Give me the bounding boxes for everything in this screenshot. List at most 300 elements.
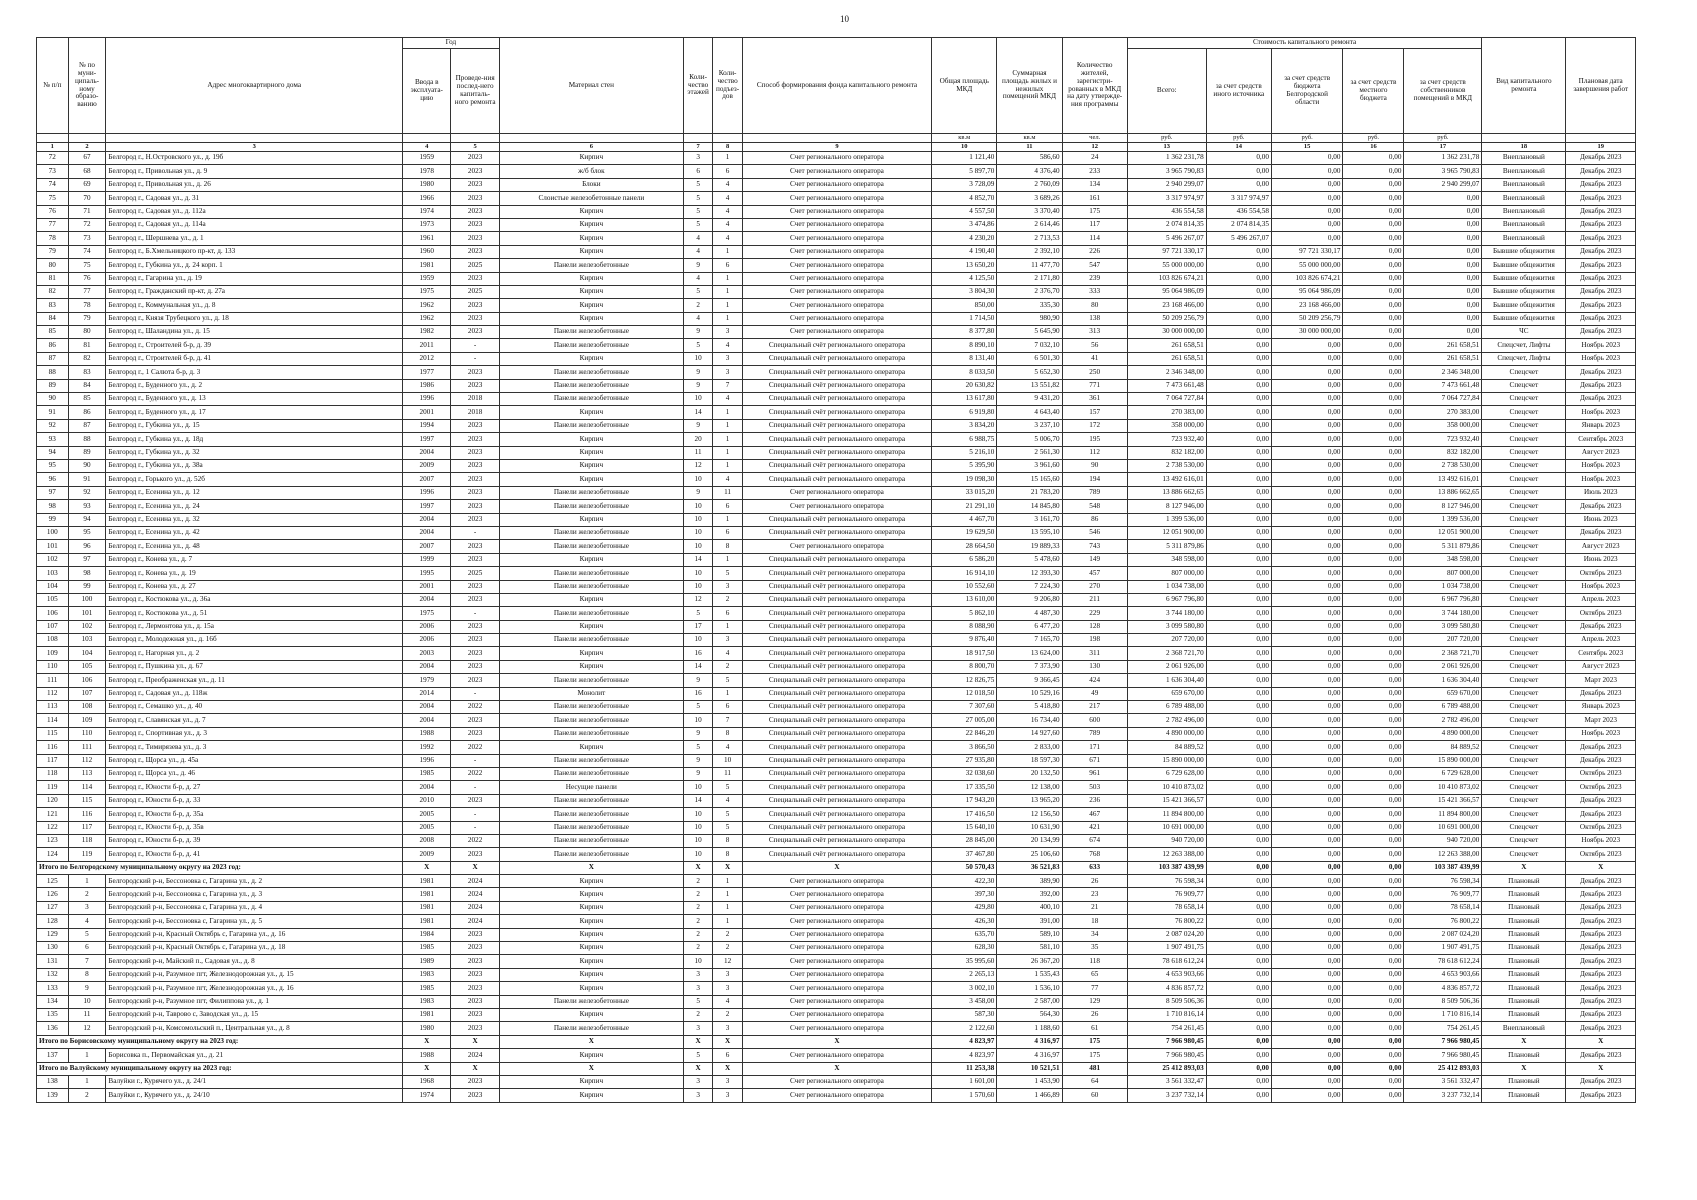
subtotal-label: Итого по Белгородскому муниципальному округу на 2023 год: bbox=[37, 861, 403, 874]
unit-cell: кв.м bbox=[932, 134, 997, 143]
table-cell: Белгород г., Конева ул., д. 7 bbox=[106, 553, 403, 566]
table-cell: 86 bbox=[68, 406, 106, 419]
table-cell: 82 bbox=[68, 352, 106, 365]
table-cell: Специальный счёт регионального оператора bbox=[742, 634, 931, 647]
table-cell: 0,00 bbox=[1206, 915, 1271, 928]
table-cell: 1960 bbox=[403, 245, 451, 258]
table-cell: 2 074 814,35 bbox=[1127, 218, 1206, 231]
table-cell: Белгород г., Молодежная ул., д. 16б bbox=[106, 634, 403, 647]
table-cell: 0,00 bbox=[1343, 647, 1404, 660]
table-cell: 754 261,45 bbox=[1127, 1022, 1206, 1035]
table-cell: Панели железобетонные bbox=[499, 794, 683, 807]
table-cell: 0,00 bbox=[1343, 312, 1404, 325]
table-cell: 116 bbox=[68, 808, 106, 821]
table-cell: Счет регионального оператора bbox=[742, 285, 931, 298]
table-cell: Белгород г., Шаландина ул., д. 15 bbox=[106, 326, 403, 339]
table-cell: 106 bbox=[68, 674, 106, 687]
table-cell: 2004 bbox=[403, 593, 451, 606]
table-cell: 389,90 bbox=[997, 875, 1062, 888]
table-cell: 0,00 bbox=[1271, 473, 1343, 486]
table-cell: 4 643,40 bbox=[997, 406, 1062, 419]
table-row bbox=[37, 647, 1636, 660]
table-cell: 19 629,50 bbox=[932, 526, 997, 539]
table-cell: 13 617,80 bbox=[932, 393, 997, 406]
table-cell: 3 689,26 bbox=[997, 192, 1062, 205]
table-cell: 1981 bbox=[403, 915, 451, 928]
table-cell: Панели железобетонные bbox=[499, 995, 683, 1008]
table-row bbox=[37, 714, 1636, 727]
table-cell: Декабрь 2023 bbox=[1566, 687, 1636, 700]
table-cell: 0,00 bbox=[1271, 794, 1343, 807]
table-cell: 2023 bbox=[451, 727, 499, 740]
table-cell: 16 bbox=[683, 647, 712, 660]
table-cell: 3 728,09 bbox=[932, 178, 997, 191]
table-cell: 0,00 bbox=[1271, 968, 1343, 981]
table-cell: 41 bbox=[1062, 352, 1127, 365]
table-cell: 2006 bbox=[403, 620, 451, 633]
subtotal-cell: 25 412 893,03 bbox=[1404, 1062, 1482, 1075]
table-cell: 10 410 873,02 bbox=[1127, 781, 1206, 794]
table-cell: 12 263 388,00 bbox=[1404, 848, 1482, 861]
table-cell: 397,30 bbox=[932, 888, 997, 901]
table-cell: 0,00 bbox=[1206, 808, 1271, 821]
table-cell: 97 bbox=[68, 553, 106, 566]
column-number-cell: 4 bbox=[403, 143, 451, 152]
table-cell: 0,00 bbox=[1404, 312, 1482, 325]
table-cell: 546 bbox=[1062, 526, 1127, 539]
table-cell: 1 121,40 bbox=[932, 152, 997, 165]
table-cell: 1996 bbox=[403, 754, 451, 767]
unit-cell bbox=[1482, 134, 1566, 143]
table-cell: Декабрь 2023 bbox=[1566, 968, 1636, 981]
table-cell: Плановый bbox=[1482, 942, 1566, 955]
table-cell: 2004 bbox=[403, 513, 451, 526]
table-cell: 80 bbox=[68, 326, 106, 339]
table-cell: Кирпич bbox=[499, 928, 683, 941]
table-row bbox=[37, 942, 1636, 955]
table-cell: 0,00 bbox=[1343, 968, 1404, 981]
unit-cell bbox=[403, 134, 451, 143]
table-cell: 8 377,80 bbox=[932, 326, 997, 339]
table-cell: 194 bbox=[1062, 473, 1127, 486]
table-cell: Монолит bbox=[499, 687, 683, 700]
table-cell: 2023 bbox=[451, 205, 499, 218]
table-cell: 103 826 674,21 bbox=[1127, 272, 1206, 285]
table-cell: 0,00 bbox=[1206, 540, 1271, 553]
table-cell: 0,00 bbox=[1206, 406, 1271, 419]
table-cell: 2 bbox=[713, 1009, 742, 1022]
table-cell: 5 496 267,07 bbox=[1206, 232, 1271, 245]
table-cell: 172 bbox=[1062, 419, 1127, 432]
table-cell: 0,00 bbox=[1271, 192, 1343, 205]
table-cell: Кирпич bbox=[499, 406, 683, 419]
table-cell: - bbox=[451, 526, 499, 539]
unit-cell bbox=[1566, 134, 1636, 143]
table-cell: Специальный счёт регионального оператора bbox=[742, 406, 931, 419]
table-cell: Плановый bbox=[1482, 1089, 1566, 1102]
subtotal-row bbox=[37, 861, 1636, 874]
table-cell: Панели железобетонные bbox=[499, 727, 683, 740]
table-cell: 82 bbox=[37, 285, 69, 298]
table-cell: 18 bbox=[1062, 915, 1127, 928]
table-cell: 0,00 bbox=[1206, 767, 1271, 780]
table-cell: 1983 bbox=[403, 968, 451, 981]
table-row bbox=[37, 393, 1636, 406]
table-row bbox=[37, 741, 1636, 754]
table-cell: 13 650,20 bbox=[932, 259, 997, 272]
table-cell: Белгород г., Лермонтова ул., д. 15а bbox=[106, 620, 403, 633]
table-cell: 84 bbox=[37, 312, 69, 325]
table-cell: 23 168 466,00 bbox=[1127, 299, 1206, 312]
table-cell: 4 125,50 bbox=[932, 272, 997, 285]
table-cell: 4 bbox=[713, 741, 742, 754]
column-number-cell: 7 bbox=[683, 143, 712, 152]
table-cell: 0,00 bbox=[1343, 232, 1404, 245]
table-cell: 80 bbox=[37, 259, 69, 272]
table-cell: 128 bbox=[37, 915, 69, 928]
table-cell: 128 bbox=[1062, 620, 1127, 633]
table-cell: 940 720,00 bbox=[1404, 834, 1482, 847]
header-entrances: Коли-чество подъез-дов bbox=[713, 38, 742, 134]
table-cell: 0,00 bbox=[1206, 701, 1271, 714]
table-cell: 1 bbox=[713, 152, 742, 165]
table-cell: 0,00 bbox=[1343, 995, 1404, 1008]
table-cell: Белгород г., Есенина ул., д. 24 bbox=[106, 500, 403, 513]
unit-cell: руб. bbox=[1206, 134, 1271, 143]
table-cell: Белгород г., Конева ул., д. 27 bbox=[106, 580, 403, 593]
subtotal-cell: X bbox=[683, 861, 712, 874]
table-cell: 2 368 721,70 bbox=[1127, 647, 1206, 660]
table-cell: 503 bbox=[1062, 781, 1127, 794]
table-cell: 6 bbox=[713, 526, 742, 539]
table-cell: 0,00 bbox=[1343, 152, 1404, 165]
table-cell: Валуйки г., Курячего ул., д. 24/10 bbox=[106, 1089, 403, 1102]
table-cell: 0,00 bbox=[1271, 888, 1343, 901]
header-cost-owners: за счет средств собственников помещений в МКД bbox=[1404, 49, 1482, 134]
table-cell: 16 bbox=[683, 687, 712, 700]
table-cell: 1 bbox=[713, 299, 742, 312]
table-cell: 0,00 bbox=[1343, 540, 1404, 553]
table-cell: Белгород г., Есенина ул., д. 32 bbox=[106, 513, 403, 526]
table-cell: Плановый bbox=[1482, 982, 1566, 995]
table-cell: Кирпич bbox=[499, 1049, 683, 1062]
table-cell: 110 bbox=[68, 727, 106, 740]
table-cell: Специальный счёт регионального оператора bbox=[742, 794, 931, 807]
table-cell: 3 bbox=[683, 968, 712, 981]
table-cell: 436 554,58 bbox=[1127, 205, 1206, 218]
table-cell: 0,00 bbox=[1343, 553, 1404, 566]
table-cell: 0,00 bbox=[1206, 620, 1271, 633]
table-cell: 77 bbox=[1062, 982, 1127, 995]
table-cell: 2023 bbox=[451, 192, 499, 205]
table-cell: 104 bbox=[68, 647, 106, 660]
table-cell: 2023 bbox=[451, 152, 499, 165]
table-cell: 5 bbox=[713, 567, 742, 580]
table-cell: Декабрь 2023 bbox=[1566, 1089, 1636, 1102]
table-cell: 3 370,40 bbox=[997, 205, 1062, 218]
table-cell: 5 bbox=[683, 995, 712, 1008]
table-cell: 119 bbox=[68, 848, 106, 861]
table-cell: 16 734,40 bbox=[997, 714, 1062, 727]
table-cell: Белгород г., Князя Трубецкого ул., д. 18 bbox=[106, 312, 403, 325]
table-cell: Белгород г., Юности б-р, д. 39 bbox=[106, 834, 403, 847]
table-cell: 0,00 bbox=[1206, 152, 1271, 165]
table-cell: 12 018,50 bbox=[932, 687, 997, 700]
table-cell: 123 bbox=[37, 834, 69, 847]
table-cell: Счет регионального оператора bbox=[742, 299, 931, 312]
table-cell: 76 bbox=[68, 272, 106, 285]
table-cell: 2023 bbox=[451, 620, 499, 633]
table-cell: 0,00 bbox=[1206, 593, 1271, 606]
header-year-last-repair: Проведе-ния послед-него капиталь-ного ремонта bbox=[451, 49, 499, 134]
table-cell: 421 bbox=[1062, 821, 1127, 834]
table-cell: 0,00 bbox=[1206, 339, 1271, 352]
column-number-cell: 16 bbox=[1343, 143, 1404, 152]
table-cell: 0,00 bbox=[1343, 366, 1404, 379]
table-cell: 0,00 bbox=[1271, 1022, 1343, 1035]
table-cell: Счет регионального оператора bbox=[742, 486, 931, 499]
table-cell: 12 263 388,00 bbox=[1127, 848, 1206, 861]
table-cell: 0,00 bbox=[1271, 634, 1343, 647]
table-cell: 2012 bbox=[403, 352, 451, 365]
table-cell: Август 2023 bbox=[1566, 540, 1636, 553]
table-cell: 0,00 bbox=[1206, 660, 1271, 673]
table-cell: Ноябрь 2023 bbox=[1566, 834, 1636, 847]
table-cell: - bbox=[451, 808, 499, 821]
table-cell: 96 bbox=[37, 473, 69, 486]
table-cell: 68 bbox=[68, 165, 106, 178]
table-cell: 50 209 256,79 bbox=[1271, 312, 1343, 325]
table-cell: 2 782 496,00 bbox=[1127, 714, 1206, 727]
subtotal-cell: 4 316,97 bbox=[997, 1035, 1062, 1048]
table-row bbox=[37, 968, 1636, 981]
table-cell: 96 bbox=[68, 540, 106, 553]
table-cell: 5 bbox=[683, 741, 712, 754]
table-cell: Белгород г., Садовая ул., д. 118ж bbox=[106, 687, 403, 700]
table-cell: 4 bbox=[713, 339, 742, 352]
table-cell: 99 bbox=[37, 513, 69, 526]
table-cell: 2 bbox=[68, 1089, 106, 1102]
table-cell: 119 bbox=[37, 781, 69, 794]
table-cell: 10 410 873,02 bbox=[1404, 781, 1482, 794]
subtotal-cell: 0,00 bbox=[1206, 1062, 1271, 1075]
table-cell: - bbox=[451, 781, 499, 794]
table-cell: Белгород г., Гагарина ул., д. 19 bbox=[106, 272, 403, 285]
table-cell: Декабрь 2023 bbox=[1566, 285, 1636, 298]
table-cell: Белгород г., Губкина ул., д. 18д bbox=[106, 433, 403, 446]
table-cell: Кирпич bbox=[499, 513, 683, 526]
table-cell: Специальный счёт регионального оператора bbox=[742, 446, 931, 459]
table-cell: 2023 bbox=[451, 366, 499, 379]
table-cell: Несущие панели bbox=[499, 781, 683, 794]
table-cell: Декабрь 2023 bbox=[1566, 379, 1636, 392]
table-cell: 1 bbox=[713, 875, 742, 888]
table-row bbox=[37, 848, 1636, 861]
table-cell: 55 000 000,00 bbox=[1271, 259, 1343, 272]
header-n: № п/п bbox=[37, 38, 69, 134]
table-row bbox=[37, 1089, 1636, 1102]
table-cell: 2 bbox=[713, 593, 742, 606]
table-cell: 92 bbox=[37, 419, 69, 432]
table-cell: 0,00 bbox=[1404, 245, 1482, 258]
table-cell: Декабрь 2023 bbox=[1566, 875, 1636, 888]
table-cell: 2023 bbox=[451, 928, 499, 941]
table-cell: 1 bbox=[713, 553, 742, 566]
table-cell: 0,00 bbox=[1343, 660, 1404, 673]
table-cell: 3 bbox=[683, 982, 712, 995]
table-cell: 13 624,00 bbox=[997, 647, 1062, 660]
subtotal-cell: X bbox=[499, 1035, 683, 1048]
table-cell: 2023 bbox=[451, 459, 499, 472]
table-cell: 27 935,80 bbox=[932, 754, 997, 767]
table-cell: Декабрь 2023 bbox=[1566, 312, 1636, 325]
table-cell: 77 bbox=[68, 285, 106, 298]
table-cell: 78 658,14 bbox=[1404, 901, 1482, 914]
table-cell: Специальный счёт регионального оператора bbox=[742, 848, 931, 861]
table-cell: Белгородский р-н, Майский п., Садовая ул., д. 8 bbox=[106, 955, 403, 968]
table-cell: 2014 bbox=[403, 687, 451, 700]
column-number-cell: 12 bbox=[1062, 143, 1127, 152]
table-cell: Панели железобетонные bbox=[499, 701, 683, 714]
table-cell: Счет регионального оператора bbox=[742, 1049, 931, 1062]
table-cell: 15 165,60 bbox=[997, 473, 1062, 486]
table-cell: Белгородский р-н, Бессоновка с, Гагарина ул., д. 4 bbox=[106, 901, 403, 914]
table-row bbox=[37, 473, 1636, 486]
table-cell: 10 631,90 bbox=[997, 821, 1062, 834]
table-cell: 659 670,00 bbox=[1404, 687, 1482, 700]
table-cell: 0,00 bbox=[1343, 379, 1404, 392]
table-cell: 106 bbox=[37, 607, 69, 620]
table-row bbox=[37, 1022, 1636, 1035]
table-cell: Спецсчет bbox=[1482, 754, 1566, 767]
table-cell: Панели железобетонные bbox=[499, 848, 683, 861]
header-address: Адрес многоквартирного дома bbox=[106, 38, 403, 134]
table-cell: Спецсчет bbox=[1482, 727, 1566, 740]
table-cell: 85 bbox=[37, 326, 69, 339]
table-cell: 1 bbox=[713, 245, 742, 258]
table-cell: 1996 bbox=[403, 486, 451, 499]
table-cell: 13 610,00 bbox=[932, 593, 997, 606]
table-cell: 10 bbox=[683, 580, 712, 593]
subtotal-cell: 10 521,51 bbox=[997, 1062, 1062, 1075]
table-cell: 0,00 bbox=[1343, 1075, 1404, 1088]
table-cell: Специальный счёт регионального оператора bbox=[742, 687, 931, 700]
table-cell: Кирпич bbox=[499, 955, 683, 968]
table-cell: Декабрь 2023 bbox=[1566, 245, 1636, 258]
table-cell: 4 316,97 bbox=[997, 1049, 1062, 1062]
table-cell: 14 bbox=[683, 794, 712, 807]
table-cell: 2023 bbox=[451, 433, 499, 446]
table-cell: 2023 bbox=[451, 647, 499, 660]
table-cell: 564,30 bbox=[997, 1009, 1062, 1022]
table-cell: 71 bbox=[68, 205, 106, 218]
table-cell: 32 038,60 bbox=[932, 767, 997, 780]
table-row bbox=[37, 674, 1636, 687]
table-cell: 3 561 332,47 bbox=[1127, 1075, 1206, 1088]
table-cell: 5 bbox=[683, 701, 712, 714]
subtotal-cell: X bbox=[713, 861, 742, 874]
table-cell: 6 501,30 bbox=[997, 352, 1062, 365]
capital-repair-table bbox=[36, 37, 1636, 1103]
table-cell: 5 bbox=[683, 285, 712, 298]
table-cell: 0,00 bbox=[1271, 152, 1343, 165]
table-cell: 1 bbox=[713, 312, 742, 325]
table-cell: Панели железобетонные bbox=[499, 714, 683, 727]
table-cell: 2 940 299,07 bbox=[1127, 178, 1206, 191]
table-cell: 2004 bbox=[403, 446, 451, 459]
subtotal-cell: X bbox=[403, 1062, 451, 1075]
table-cell: - bbox=[451, 339, 499, 352]
table-cell: 22 846,20 bbox=[932, 727, 997, 740]
table-cell: 1988 bbox=[403, 1049, 451, 1062]
table-cell: 0,00 bbox=[1271, 727, 1343, 740]
table-cell: 4 bbox=[713, 995, 742, 1008]
table-cell: 0,00 bbox=[1343, 620, 1404, 633]
table-cell: 586,60 bbox=[997, 152, 1062, 165]
table-cell: 0,00 bbox=[1206, 674, 1271, 687]
table-cell: 6 988,75 bbox=[932, 433, 997, 446]
table-cell: 0,00 bbox=[1343, 808, 1404, 821]
table-cell: Специальный счёт регионального оператора bbox=[742, 647, 931, 660]
unit-cell bbox=[451, 134, 499, 143]
subtotal-cell: X bbox=[403, 1035, 451, 1048]
header-cost-total: Всего: bbox=[1127, 49, 1206, 134]
table-cell: 3 458,00 bbox=[932, 995, 997, 1008]
table-cell: 17 943,20 bbox=[932, 794, 997, 807]
table-cell: 0,00 bbox=[1271, 379, 1343, 392]
table-row bbox=[37, 379, 1636, 392]
table-cell: 1 bbox=[713, 433, 742, 446]
table-cell: 2023 bbox=[451, 218, 499, 231]
subtotal-cell: X bbox=[1482, 1062, 1566, 1075]
table-cell: 99 bbox=[68, 580, 106, 593]
table-cell: 129 bbox=[1062, 995, 1127, 1008]
table-cell: Белгород г., Щорса ул., д. 45а bbox=[106, 754, 403, 767]
table-cell: 2023 bbox=[451, 446, 499, 459]
table-cell: 118 bbox=[37, 767, 69, 780]
table-cell: Кирпич bbox=[499, 473, 683, 486]
table-cell: 20 630,82 bbox=[932, 379, 997, 392]
table-cell: 98 bbox=[37, 500, 69, 513]
table-cell: Декабрь 2023 bbox=[1566, 741, 1636, 754]
table-cell: 0,00 bbox=[1343, 634, 1404, 647]
table-cell: Декабрь 2023 bbox=[1566, 942, 1636, 955]
table-cell: 1 601,00 bbox=[932, 1075, 997, 1088]
table-cell: 78 618 612,24 bbox=[1404, 955, 1482, 968]
table-cell: Спецсчет bbox=[1482, 500, 1566, 513]
table-row bbox=[37, 982, 1636, 995]
table-cell: Панели железобетонные bbox=[499, 808, 683, 821]
table-cell: 4 bbox=[713, 647, 742, 660]
column-number-cell: 13 bbox=[1127, 143, 1206, 152]
header-floors: Коли-чество этажей bbox=[683, 38, 712, 134]
table-cell: 0,00 bbox=[1271, 593, 1343, 606]
table-cell: 18 597,30 bbox=[997, 754, 1062, 767]
unit-cell bbox=[106, 134, 403, 143]
table-cell: Счет регионального оператора bbox=[742, 152, 931, 165]
table-cell: Внеплановый bbox=[1482, 218, 1566, 231]
table-cell: 0,00 bbox=[1206, 968, 1271, 981]
table-cell: 20 132,50 bbox=[997, 767, 1062, 780]
table-cell: Декабрь 2023 bbox=[1566, 995, 1636, 1008]
table-cell: Специальный счёт регионального оператора bbox=[742, 379, 931, 392]
table-cell: Декабрь 2023 bbox=[1566, 299, 1636, 312]
table-cell: 18 917,50 bbox=[932, 647, 997, 660]
table-cell: 0,00 bbox=[1343, 754, 1404, 767]
table-cell: Счет регионального оператора bbox=[742, 500, 931, 513]
table-cell: 104 bbox=[37, 580, 69, 593]
table-cell: 120 bbox=[37, 794, 69, 807]
